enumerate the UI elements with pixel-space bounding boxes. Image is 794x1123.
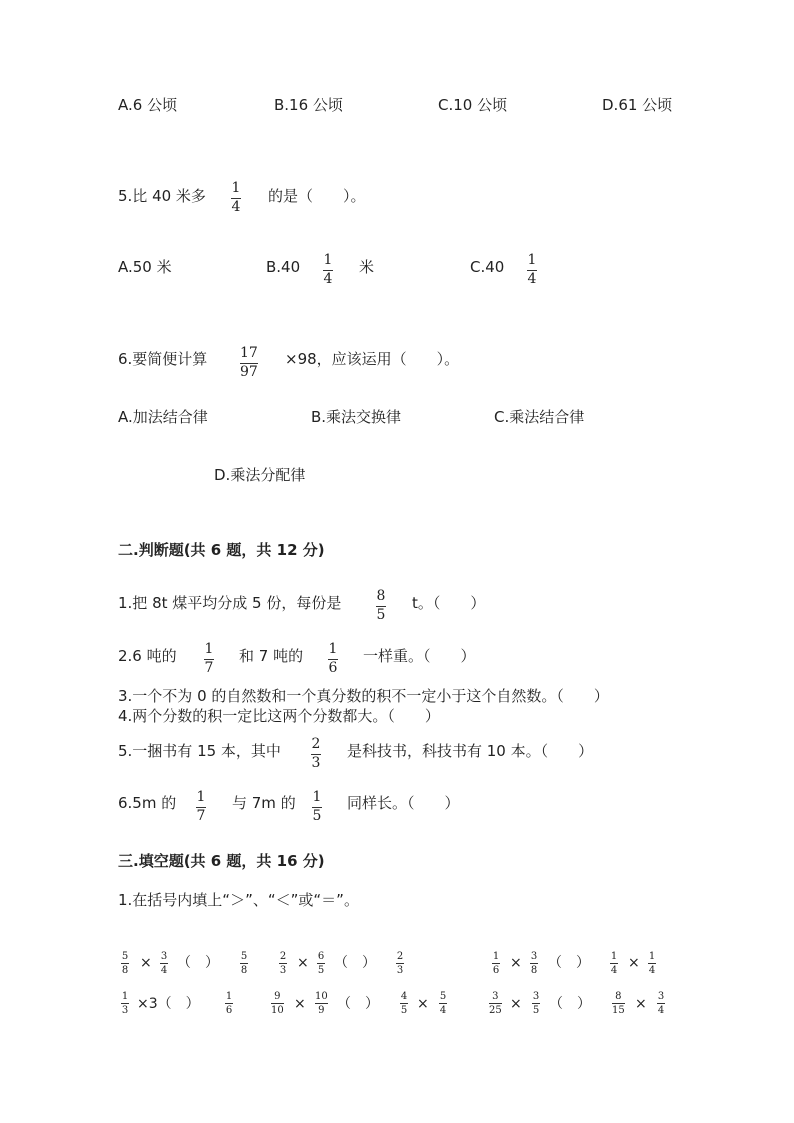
q4-option-a: A.6 公顷	[118, 96, 178, 114]
denominator: 6	[492, 965, 500, 976]
s2-q2-prefix: 2.6 吨的	[118, 647, 177, 665]
numerator: 6	[317, 951, 325, 962]
s3-r2-b-f1	[271, 991, 284, 1016]
numerator: 1	[196, 789, 206, 805]
s3-r1-b-f2	[317, 951, 325, 976]
denominator: 3	[121, 1005, 129, 1016]
numerator: 8	[615, 991, 622, 1002]
q4-option-d: D.61 公顷	[602, 96, 673, 114]
denominator: 5	[400, 1005, 408, 1016]
denominator: 8	[240, 965, 248, 976]
numerator: 3	[657, 991, 665, 1002]
numerator: 4	[400, 991, 408, 1002]
s3-r2-a-f1	[121, 991, 129, 1016]
denominator: 5	[376, 606, 386, 623]
q6-fraction	[240, 346, 258, 379]
denominator: 25	[489, 1005, 502, 1016]
denominator: 3	[279, 965, 287, 976]
s3-r1-c-f2	[530, 951, 538, 976]
denominator: 9	[318, 1005, 325, 1016]
s3-r2-c-f1	[489, 991, 502, 1016]
q6-option-a: A.加法结合律	[118, 408, 208, 426]
s3-r1-a-f1	[121, 951, 129, 976]
denominator: 97	[240, 363, 258, 380]
s2-q6-fraction-1	[196, 790, 206, 823]
s3-r1-c-f1	[492, 951, 500, 976]
numerator: 10	[315, 991, 328, 1002]
numerator: 5	[121, 951, 129, 962]
q5-fraction	[231, 181, 241, 214]
numerator: 1	[527, 252, 537, 268]
denominator: 4	[160, 965, 168, 976]
s3-r2-b-f3	[400, 991, 408, 1016]
s2-q5-prefix: 5.一捆书有 15 本，其中	[118, 742, 281, 760]
q5-option-b: B.40	[266, 258, 301, 276]
q6-option-b: B.乘法交换律	[311, 408, 402, 426]
denominator: 4	[323, 270, 333, 287]
q6-option-d: D.乘法分配律	[214, 466, 306, 484]
denominator: 5	[532, 1005, 540, 1016]
denominator: 15	[612, 1005, 625, 1016]
s3-r2-c-times: ×	[510, 996, 522, 1012]
s2-q2-mid: 和 7 吨的	[239, 647, 304, 665]
denominator: 4	[231, 198, 241, 215]
q5-option-b-fraction	[323, 253, 333, 286]
s3-r2-c-f3	[612, 991, 625, 1016]
numerator: 5	[240, 951, 248, 962]
s2-q3: 3.一个不为 0 的自然数和一个真分数的积不一定小于这个自然数。（ ）	[118, 687, 609, 705]
q5-option-a: A.50 米	[118, 258, 172, 276]
numerator: 17	[240, 345, 258, 361]
numerator: 1	[121, 991, 129, 1002]
numerator: 2	[311, 736, 321, 752]
numerator: 9	[274, 991, 281, 1002]
s2-q1-suffix: t。（ ）	[412, 594, 486, 612]
s3-r1-a-times: ×	[140, 955, 152, 971]
numerator: 1	[225, 991, 233, 1002]
denominator: 4	[610, 965, 618, 976]
q5-option-c-fraction	[527, 253, 537, 286]
section3-title: 三.填空题(共 6 题，共 16 分)	[118, 852, 325, 870]
numerator: 1	[231, 180, 241, 196]
s3-r1-c-f3	[610, 951, 618, 976]
numerator: 1	[312, 789, 322, 805]
q6-option-c: C.乘法结合律	[494, 408, 585, 426]
s2-q2-fraction-2	[328, 642, 338, 675]
q6-prefix: 6.要简便计算	[118, 350, 208, 368]
numerator: 1	[648, 951, 656, 962]
q4-option-b: B.16 公顷	[274, 96, 343, 114]
s2-q6-prefix: 6.5m 的	[118, 794, 177, 812]
q4-option-c: C.10 公顷	[438, 96, 508, 114]
section2-title: 二.判断题(共 6 题，共 12 分)	[118, 541, 325, 559]
s3-q1: 1.在括号内填上“＞”、“＜”或“＝”。	[118, 891, 359, 909]
numerator: 3	[532, 991, 540, 1002]
denominator: 4	[648, 965, 656, 976]
q5-suffix: 的是（ ）。	[268, 187, 366, 205]
denominator: 4	[527, 270, 537, 287]
numerator: 2	[396, 951, 404, 962]
s3-r2-a-times3-blank: ×3（ ）	[137, 996, 200, 1012]
denominator: 6	[225, 1005, 233, 1016]
numerator: 8	[376, 588, 386, 604]
q5-option-b-unit: 米	[359, 258, 375, 276]
s2-q5-fraction	[311, 737, 321, 770]
s2-q2-fraction-1	[204, 642, 214, 675]
denominator: 8	[530, 965, 538, 976]
s3-r2-c-f4	[657, 991, 665, 1016]
s3-r1-b-blank: （ ）	[334, 955, 376, 971]
denominator: 5	[312, 807, 322, 824]
denominator: 4	[657, 1005, 665, 1016]
s2-q6-suffix: 同样长。（ ）	[347, 794, 460, 812]
numerator: 1	[610, 951, 618, 962]
q5-option-c: C.40	[470, 258, 505, 276]
s3-r1-b-times: ×	[297, 955, 309, 971]
numerator: 5	[439, 991, 447, 1002]
s3-r1-c-times: ×	[510, 955, 522, 971]
s3-r2-a-f3	[225, 991, 233, 1016]
s3-r1-a-f3	[240, 951, 248, 976]
q5-prefix: 5.比 40 米多	[118, 187, 206, 205]
s3-r2-b-f4	[439, 991, 447, 1016]
s2-q5-suffix: 是科技书，科技书有 10 本。（ ）	[347, 742, 594, 760]
s3-r1-a-blank: （ ）	[177, 955, 219, 971]
numerator: 3	[492, 991, 499, 1002]
s2-q4: 4.两个分数的积一定比这两个分数都大。（ ）	[118, 707, 440, 725]
denominator: 7	[204, 659, 214, 676]
numerator: 1	[323, 252, 333, 268]
numerator: 3	[160, 951, 168, 962]
s3-r1-c-blank: （ ）	[548, 955, 590, 971]
s2-q6-mid: 与 7m 的	[232, 794, 296, 812]
s2-q6-fraction-2	[312, 790, 322, 823]
denominator: 7	[196, 807, 206, 824]
denominator: 3	[311, 754, 321, 771]
q6-suffix: ×98，应该运用（ ）。	[285, 350, 460, 368]
denominator: 4	[439, 1005, 447, 1016]
s3-r2-b-times-2: ×	[417, 996, 429, 1012]
s3-r2-c-times-2: ×	[635, 996, 647, 1012]
denominator: 5	[317, 965, 325, 976]
numerator: 1	[328, 641, 338, 657]
denominator: 10	[271, 1005, 284, 1016]
s3-r2-c-blank: （ ）	[549, 996, 591, 1012]
s2-q1-prefix: 1.把 8t 煤平均分成 5 份，每份是	[118, 594, 342, 612]
numerator: 2	[279, 951, 287, 962]
s3-r1-a-f2	[160, 951, 168, 976]
s3-r1-b-f3	[396, 951, 404, 976]
numerator: 3	[530, 951, 538, 962]
s3-r2-c-f2	[532, 991, 540, 1016]
s3-r2-b-times: ×	[294, 996, 306, 1012]
s3-r2-b-f2	[315, 991, 328, 1016]
denominator: 3	[396, 965, 404, 976]
s3-r2-b-blank: （ ）	[337, 996, 379, 1012]
s3-r1-c-times-2: ×	[628, 955, 640, 971]
s2-q2-suffix: 一样重。（ ）	[363, 647, 476, 665]
s2-q1-fraction	[376, 589, 386, 622]
numerator: 1	[492, 951, 500, 962]
denominator: 6	[328, 659, 338, 676]
s3-r1-c-f4	[648, 951, 656, 976]
denominator: 8	[121, 965, 129, 976]
numerator: 1	[204, 641, 214, 657]
s3-r1-b-f1	[279, 951, 287, 976]
